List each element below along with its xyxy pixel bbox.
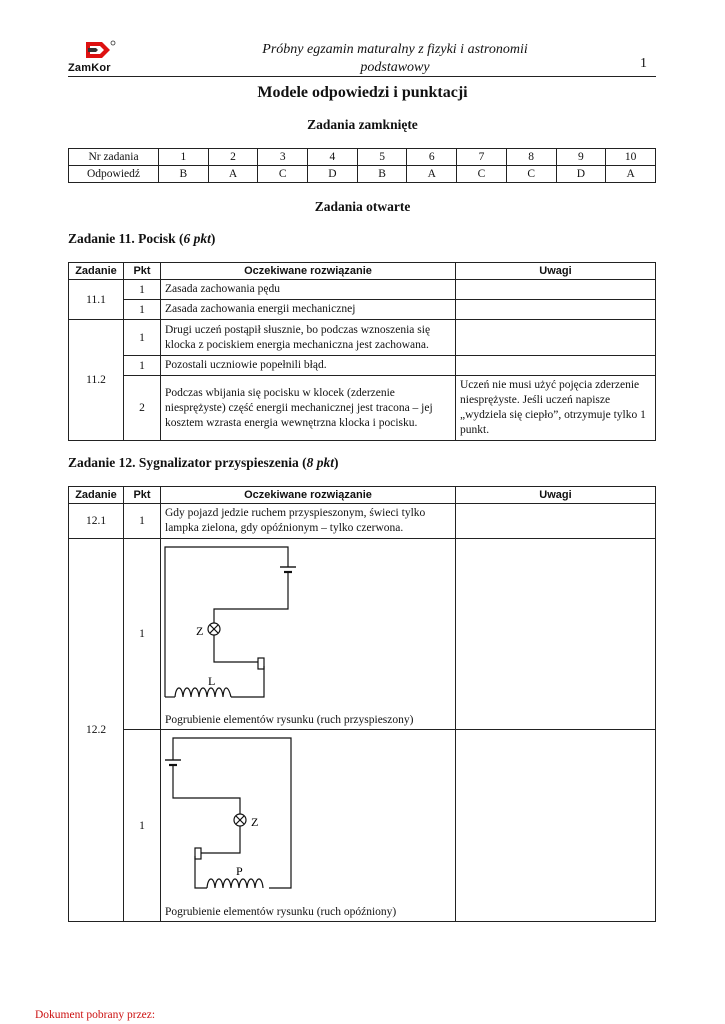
answer: C	[506, 166, 556, 183]
solution-text: Gdy pojazd jedzie ruchem przyspieszonym, świeci tylko lampka zielona, gdy opóźnionym – tylko czerwona.	[161, 504, 456, 539]
task11-table	[68, 262, 656, 441]
note	[456, 504, 656, 539]
table-row	[69, 376, 656, 441]
table-row	[69, 320, 656, 356]
circuit-diagram-accelerated	[161, 539, 456, 709]
task-number: 5	[357, 149, 407, 166]
task-number: 10	[606, 149, 656, 166]
solution-text: Pozostali uczniowie popełnili błąd.	[161, 356, 456, 376]
figure-caption: Pogrubienie elementów rysunku (ruch przyspieszony)	[165, 714, 414, 726]
task12-heading	[68, 455, 339, 471]
answer: D	[556, 166, 606, 183]
coil-label: L	[208, 674, 216, 688]
task11-heading-points: 6 pkt	[183, 231, 211, 246]
figure-caption: Pogrubienie elementów rysunku (ruch opóźniony)	[165, 906, 397, 918]
task-id: 12.1	[69, 504, 124, 539]
circuit-diagram-decelerated	[161, 730, 456, 900]
task12-heading-points: 8 pkt	[306, 455, 335, 470]
task-number: 8	[506, 149, 556, 166]
task-id: 12.2	[69, 539, 124, 922]
table-row	[69, 300, 656, 320]
page-number: 1	[640, 56, 647, 71]
column-header: Pkt	[124, 263, 161, 280]
task11-heading	[68, 231, 215, 247]
column-header: Oczekiwane rozwiązanie	[161, 263, 456, 280]
column-header: Pkt	[124, 487, 161, 504]
task-number: 6	[407, 149, 457, 166]
footer-download-note: Dokument pobrany przez:	[35, 1009, 156, 1021]
task-number: 2	[208, 149, 258, 166]
task12-heading-suffix: )	[334, 455, 339, 470]
table-row	[69, 149, 656, 166]
task-number: 1	[159, 149, 209, 166]
answer: D	[308, 166, 358, 183]
closed-tasks-heading: Zadania zamknięte	[307, 117, 418, 132]
answer: B	[357, 166, 407, 183]
task12-table	[68, 486, 656, 922]
table-row	[69, 280, 656, 300]
answer: A	[208, 166, 258, 183]
task11-heading-prefix: Zadanie 11. Pocisk (	[68, 231, 184, 246]
row-label: Nr zadania	[69, 149, 159, 166]
note	[456, 730, 656, 922]
table-row	[69, 356, 656, 376]
closed-answers-table	[68, 148, 656, 183]
solution-text: Drugi uczeń postąpił słusznie, bo podczas wznoszenia się klocka z pociskiem energia mechaniczna jest zachowana.	[161, 320, 456, 356]
task12-heading-prefix: Zadanie 12. Sygnalizator przyspieszenia (	[68, 455, 307, 470]
table-header-row	[69, 487, 656, 504]
column-header: Oczekiwane rozwiązanie	[161, 487, 456, 504]
solution-text: Zasada zachowania energii mechanicznej	[161, 300, 456, 320]
answer: C	[457, 166, 507, 183]
solution-text: Zasada zachowania pędu	[161, 280, 456, 300]
column-header: Zadanie	[69, 263, 124, 280]
task-number: 3	[258, 149, 308, 166]
table-row	[69, 504, 656, 539]
header-divider	[68, 76, 656, 77]
points: 1	[124, 300, 161, 320]
note	[456, 320, 656, 356]
points: 1	[124, 730, 161, 922]
answer: C	[258, 166, 308, 183]
circuit-figure-decelerated	[161, 730, 456, 922]
points: 1	[124, 280, 161, 300]
note: Uczeń nie musi użyć pojęcia zderzenie niesprężyste. Jeśli uczeń napisze „wydziela się ciepło”, otrzymuje tylko 1 punkt.	[456, 376, 656, 441]
table-header-row	[69, 263, 656, 280]
logo-text: ZamKor	[68, 62, 111, 74]
points: 1	[124, 504, 161, 539]
points: 1	[124, 356, 161, 376]
lamp-label: Z	[251, 815, 259, 829]
task-number: 7	[457, 149, 507, 166]
open-tasks-heading: Zadania otwarte	[314, 199, 411, 214]
task-id: 11.1	[69, 280, 124, 320]
page-title: Modele odpowiedzi i punktacji	[257, 84, 468, 101]
task-number: 4	[308, 149, 358, 166]
task-id: 11.2	[69, 320, 124, 441]
points: 1	[124, 539, 161, 730]
task-number: 9	[556, 149, 606, 166]
table-row	[69, 166, 656, 183]
note	[456, 356, 656, 376]
column-header: Uwagi	[456, 263, 656, 280]
answer: A	[407, 166, 457, 183]
points: 1	[124, 320, 161, 356]
solution-text: Podczas wbijania się pocisku w klocek (zderzenie niesprężyste) część energii mechanicznej jest tracona – jej kosztem wzrasta energia wewnętrzna klocka i pocisku.	[161, 376, 456, 441]
note	[456, 300, 656, 320]
lamp-label: Z	[196, 624, 204, 638]
points: 2	[124, 376, 161, 441]
header-title-line2: podstawowy	[360, 60, 430, 75]
answer: A	[606, 166, 656, 183]
header-title-line1: Próbny egzamin maturalny z fizyki i astronomii	[262, 42, 528, 57]
column-header: Uwagi	[456, 487, 656, 504]
row-label: Odpowiedź	[69, 166, 159, 183]
coil-label: P	[236, 864, 243, 878]
table-row	[69, 539, 656, 730]
table-row	[69, 730, 656, 922]
note	[456, 280, 656, 300]
task11-heading-suffix: )	[210, 231, 216, 246]
header-title	[210, 41, 580, 77]
answer: B	[159, 166, 209, 183]
column-header: Zadanie	[69, 487, 124, 504]
circuit-figure-accelerated	[161, 539, 456, 730]
note	[456, 539, 656, 730]
